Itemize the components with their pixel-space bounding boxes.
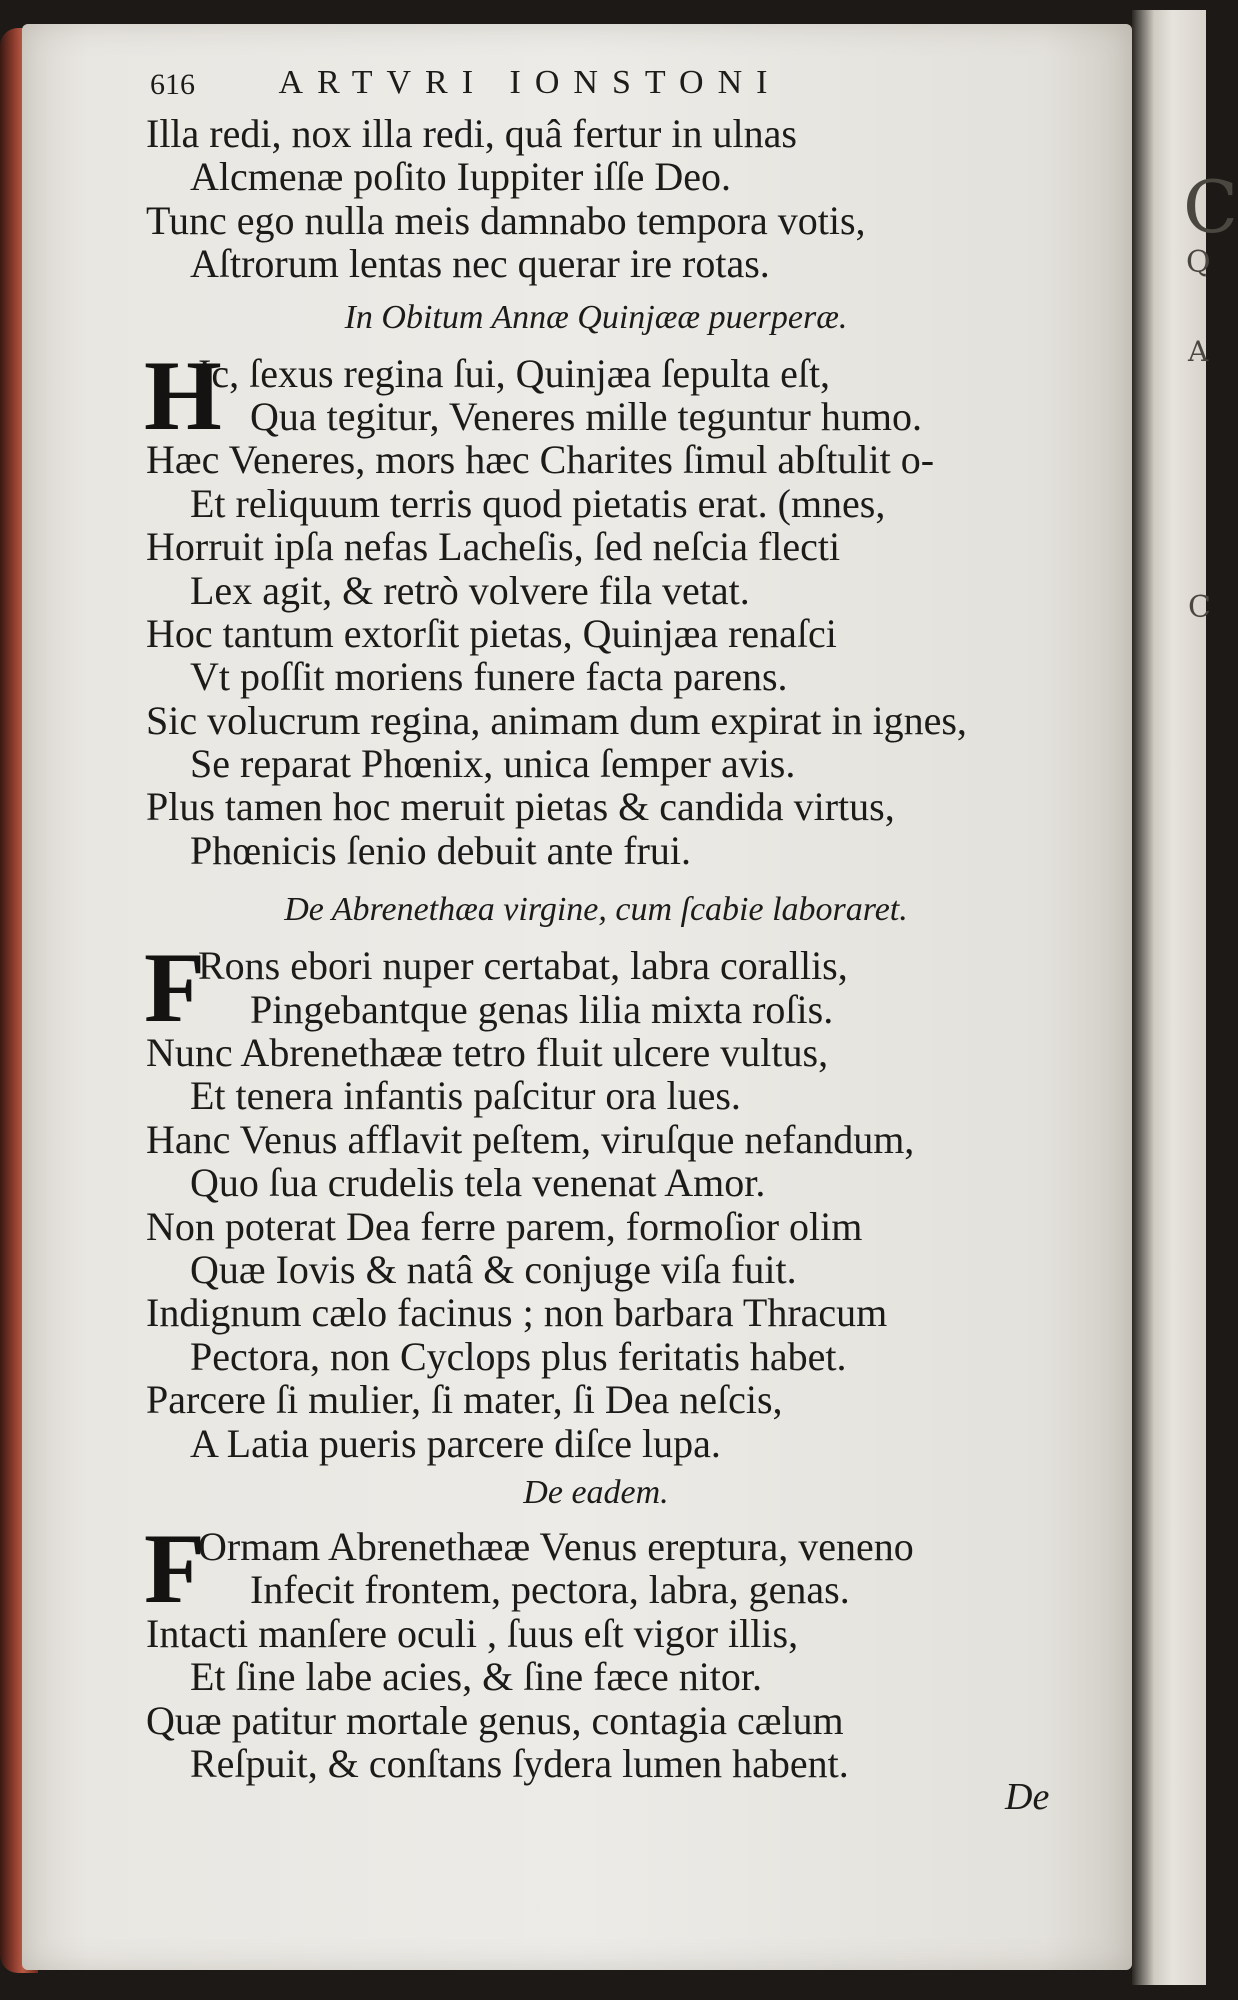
catchword: De — [1005, 1776, 1050, 1818]
poem-line: Horruit ipſa nefas Lacheſis, ſed neſcia flecti — [146, 524, 841, 570]
drop-cap: H — [144, 339, 222, 451]
poem-block — [144, 932, 1086, 1466]
facing-page-fragment: C — [1188, 590, 1211, 625]
drop-cap: F — [144, 932, 206, 1044]
poem-line: A Latia pueris parcere diſce lupa. — [190, 1420, 721, 1466]
poem-line: Hoc tantum extorſit pietas, Quinjæa renaſci — [146, 610, 837, 656]
poem-title: In Obitum Annæ Quinjææ puerperæ. — [344, 298, 848, 336]
poem-line: Indignum cælo facinus ; non barbara Thracum — [146, 1290, 888, 1336]
poem-line: Hæc Veneres, mors hæc Charites ſimul abſtulit o- — [146, 437, 935, 483]
poem-line: Parcere ſi mulier, ſi mater, ſi Dea neſcis, — [146, 1377, 783, 1423]
poem-line: Plus tamen hoc meruit pietas & candida virtus, — [146, 784, 895, 830]
poem-line: Aſtrorum lentas nec querar ire rotas. — [190, 241, 770, 287]
poem-text-column — [146, 112, 1086, 1785]
poem-line: Alcmenæ poſito Iuppiter iſſe Deo. — [190, 154, 731, 200]
poem-lines — [146, 1612, 1086, 1786]
poem-line: Et reliquum terris quod pietatis erat. (mnes, — [190, 480, 886, 526]
facing-page-fragment: Q — [1186, 245, 1211, 280]
poem-line: Et ſine labe acies, & ſine fæce nitor. — [190, 1654, 763, 1700]
poem-title: De Abrenethæa virgine, cum ſcabie laboraret. — [284, 891, 908, 929]
facing-page-fragment: A — [1188, 335, 1209, 368]
facing-page-fragment: C — [1183, 165, 1238, 249]
running-header — [150, 64, 910, 114]
poem-line: Infecit frontem, pectora, labra, genas. — [250, 1567, 850, 1613]
poem-block — [144, 339, 1086, 873]
poem-line: Rons ebori nuper certabat, labra corallis, — [198, 943, 848, 989]
poem-line: Phœnicis ſenio debuit ante frui. — [190, 827, 692, 873]
poem-line: Hanc Venus afflavit peſtem, viruſque nefandum, — [146, 1116, 915, 1162]
poem-line: Tunc ego nulla meis damnabo tempora votis, — [146, 197, 866, 243]
poem-line: Pectora, non Cyclops plus feritatis habet. — [190, 1333, 847, 1379]
drop-cap: F — [144, 1512, 206, 1624]
poem-line: Quo ſua crudelis tela venenat Amor. — [190, 1160, 766, 1206]
poem-line: Sic volucrum regina, animam dum expirat in ignes, — [146, 697, 967, 743]
poem-line: Ic, ſexus regina ſui, Quinjæa ſepulta eſt, — [198, 350, 831, 396]
running-title: ARTVRI IONSTONI — [278, 64, 782, 101]
poem-line: Et tenera infantis paſcitur ora lues. — [190, 1073, 741, 1119]
poem-line: Quæ Iovis & natâ & conjuge viſa fuit. — [190, 1246, 797, 1292]
poem-title: De eadem. — [523, 1473, 669, 1511]
facing-page-edge — [1132, 10, 1209, 1985]
poem-line: Nunc Abrenethææ tetro fluit ulcere vultus, — [146, 1030, 829, 1076]
poem-continuation — [146, 112, 1086, 286]
poem-line: Quæ patitur mortale genus, contagia cælum — [146, 1697, 844, 1743]
poem-line: Non poterat Dea ferre parem, formoſior olim — [146, 1203, 863, 1249]
poem-line: Se reparat Phœnix, unica ſemper avis. — [190, 741, 796, 787]
poem-line: Vt poſſit moriens funere facta parens. — [190, 654, 788, 700]
poem-line: Reſpuit, & conſtans ſydera lumen habent. — [190, 1740, 849, 1786]
poem-line: Pingebantque genas lilia mixta roſis. — [250, 986, 834, 1032]
poem-line: Lex agit, & retrò volvere fila vetat. — [190, 567, 750, 613]
poem-line: Intacti manſere oculi , ſuus eſt vigor illis, — [146, 1610, 799, 1656]
poem-lines — [146, 1031, 1086, 1465]
poem-block — [144, 1512, 1086, 1786]
poem-line: Qua tegitur, Veneres mille teguntur humo. — [250, 393, 922, 439]
poem-lines — [146, 438, 1086, 872]
poem-line: Ormam Abrenethææ Venus ereptura, veneno — [198, 1523, 914, 1569]
page-number: 616 — [150, 68, 195, 101]
poem-line: Illa redi, nox illa redi, quâ fertur in ulnas — [146, 111, 797, 156]
